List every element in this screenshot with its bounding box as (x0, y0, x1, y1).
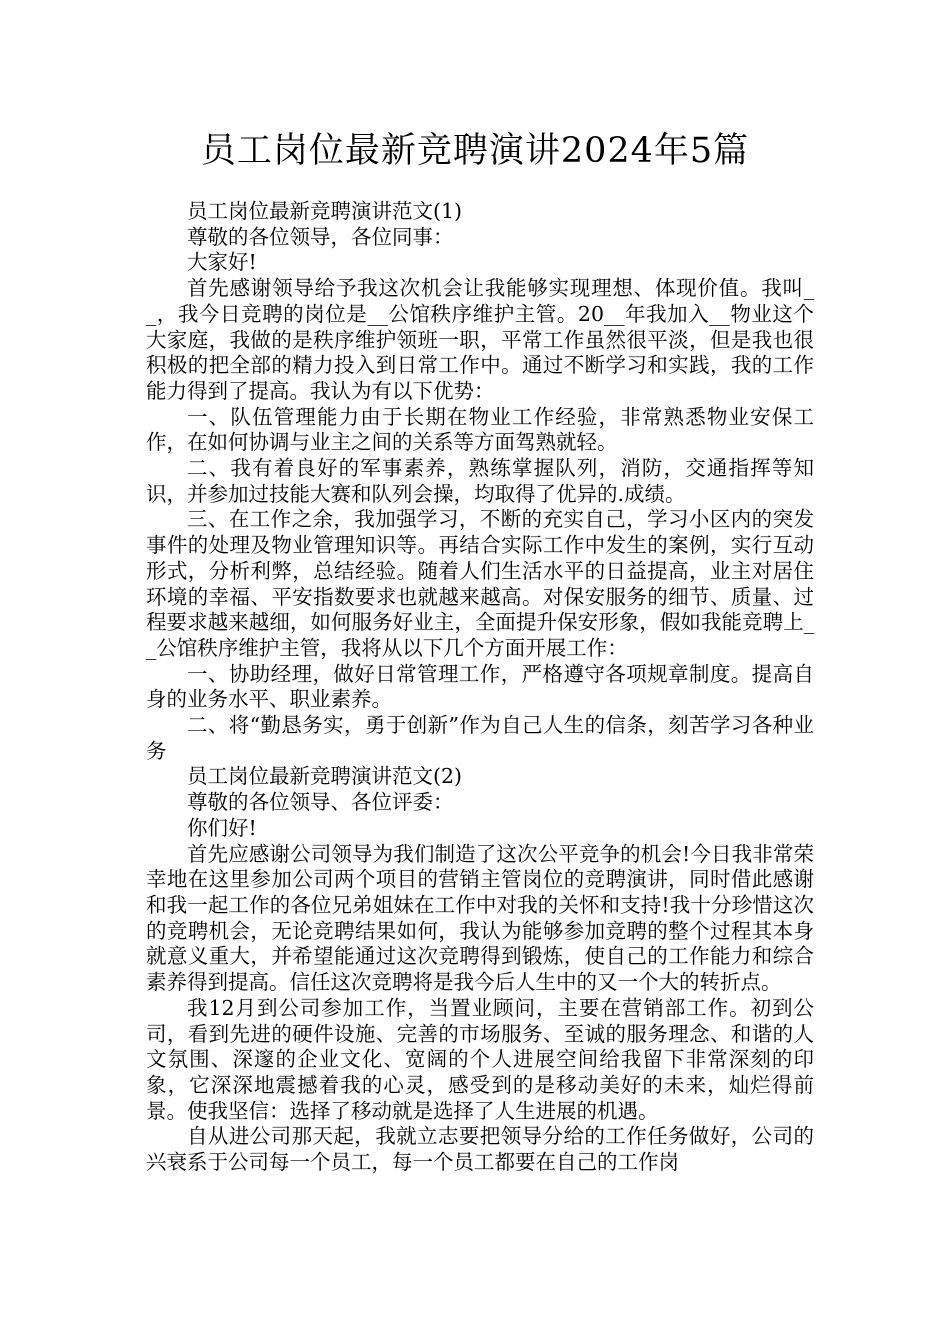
paragraph: 首先应感谢公司领导为我们制造了这次公平竞争的机会!今日我非常荣幸地在这里参加公司两个项目的营销主管岗位的竞聘演讲，同时借此感谢和我一起工作的各位兄弟姐妹在工作中对我的关怀和支持!我十分珍惜这次的竞聘机会，无论竞聘结果如何，我认为能够参加竞聘的整个过程其本身就意义重大，并希望能通过这次竞聘得到锻炼，使自己的工作能力和综合素养得到提高。信任这次竞聘将是我今后人生中的又一个大的转折点。 (146, 841, 814, 995)
paragraph: 尊敬的各位领导、各位评委： (187, 790, 454, 815)
paragraph: 二、将“勤恳务实，勇于创新”作为自己人生的信条，刻苦学习各种业务 (146, 713, 814, 763)
paragraph: 大家好! (187, 250, 257, 275)
paragraph: 首先感谢领导给予我这次机会让我能够实现理想、体现价值。我叫__，我今日竞聘的岗位是__公馆秩序维护主管。20__年我加入__物业这个大家庭，我做的是秩序维护领班一职，平常工作虽然很平淡，但是我也很积极的把全部的精力投入到日常工作中。通过不断学习和实践，我的工作能力得到了提高。我认为有以下优势： (146, 276, 814, 403)
paragraph: 三、在工作之余，我加强学习，不断的充实自己，学习小区内的突发事件的处理及物业管理知识等。再结合实际工作中发生的案例，实行互动形式，分析利弊，总结经验。随着人们生活水平的日益提高，业主对居住环境的幸福、平安指数要求也就越来越高。对保安服务的细节、质量、过程要求越来越细，如何服务好业主，全面提升保安形象，假如我能竞聘上__公馆秩序维护主管，我将从以下几个方面开展工作： (146, 507, 814, 660)
paragraph: 尊敬的各位领导，各位同事： (187, 224, 454, 249)
paragraph: 你们好! (187, 815, 257, 840)
paragraph: 一、协助经理，做好日常管理工作，严格遵守各项规章制度。提高自身的业务水平、职业素养。 (146, 661, 814, 712)
document-body (146, 199, 814, 1176)
paragraph: 员工岗位最新竞聘演讲范文(1) (187, 199, 463, 223)
paragraph: 自从进公司那天起，我就立志要把领导分给的工作任务做好，公司的兴衰系于公司每一个员工，每一个员工都要在自己的工作岗 (146, 1124, 814, 1175)
document-title: 员工岗位最新竞聘演讲2024年5篇 (200, 131, 750, 171)
paragraph: 我12月到公司参加工作，当置业顾问，主要在营销部工作。初到公司，看到先进的硬件设施、完善的市场服务、至诚的服务理念、和谐的人文氛围、深邃的企业文化、宽阔的个人进展空间给我留下非常深刻的印象，它深深地震撼着我的心灵，感受到的是移动美好的未来，灿烂得前景。使我坚信：选择了移动就是选择了人生进展的机遇。 (146, 995, 814, 1123)
paragraph: 一、队伍管理能力由于长期在物业工作经验，非常熟悉物业安保工作，在如何协调与业主之间的关系等方面驾熟就轻。 (146, 404, 814, 455)
paragraph: 员工岗位最新竞聘演讲范文(2) (187, 764, 463, 789)
paragraph: 二、我有着良好的军事素养，熟练掌握队列，消防，交通指挥等知识，并参加过技能大赛和队列会操，均取得了优异的.成绩。 (146, 456, 814, 506)
